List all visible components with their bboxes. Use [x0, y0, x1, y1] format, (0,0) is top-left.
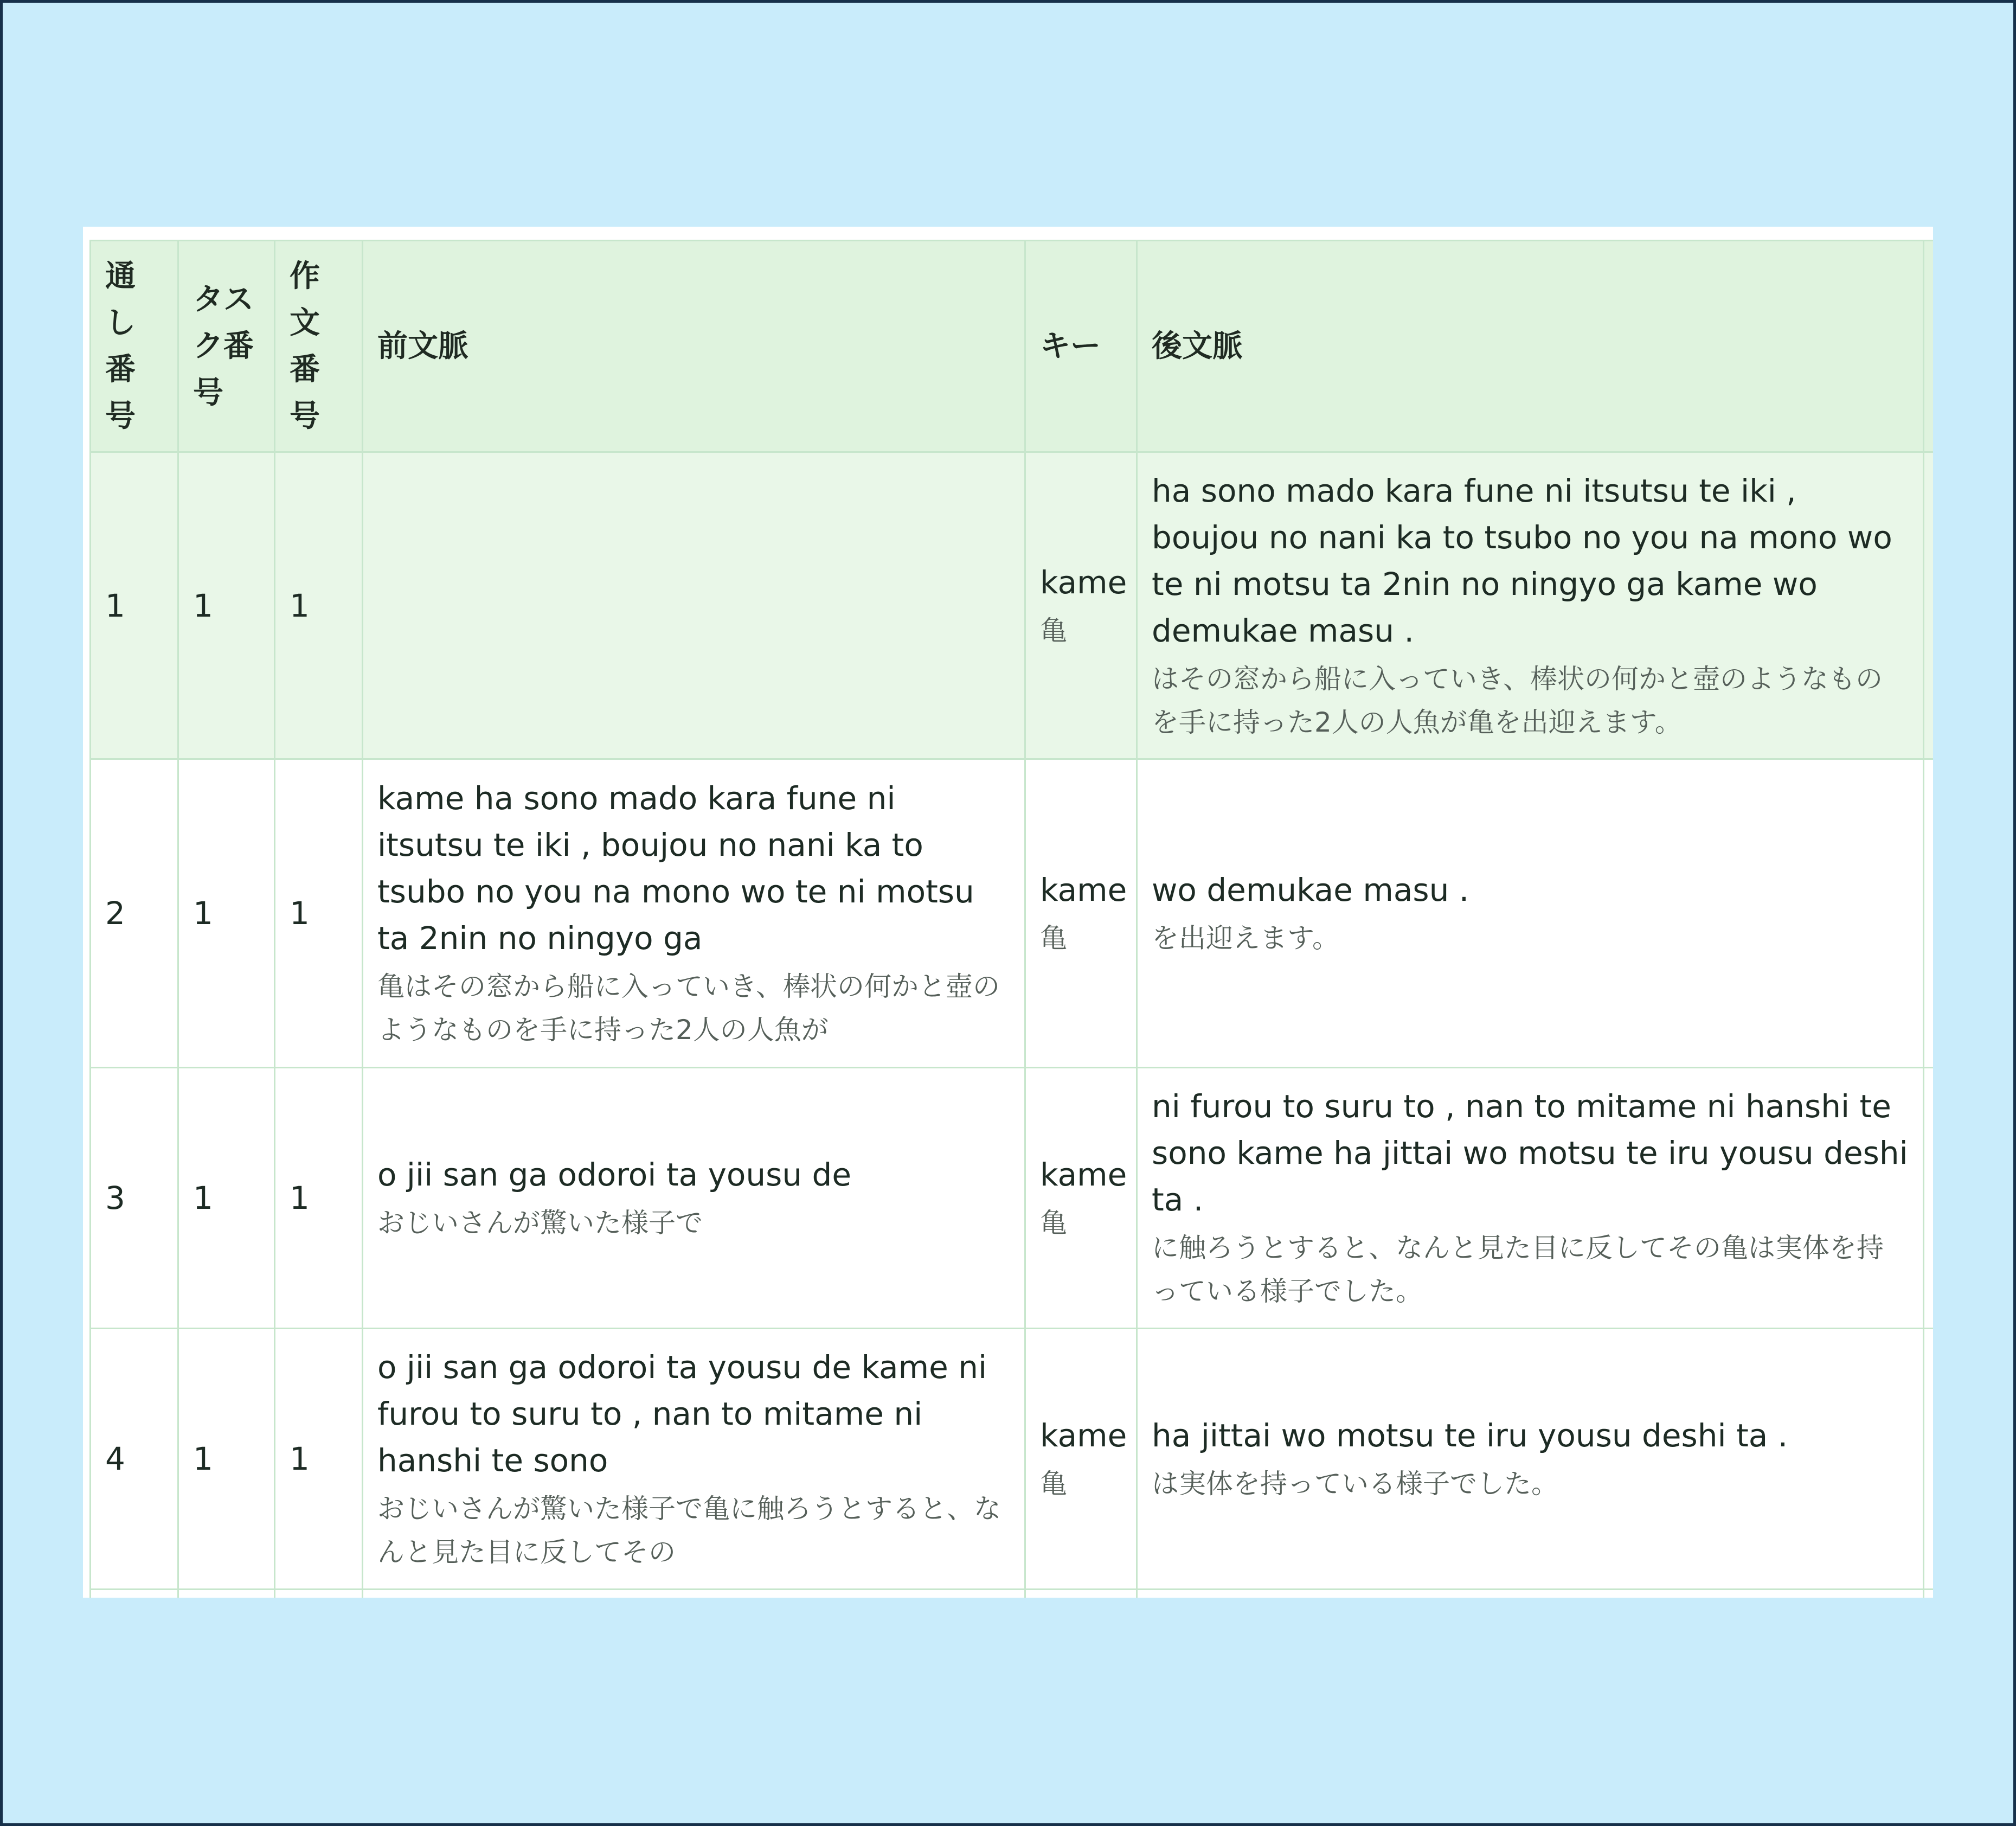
cell-essay: 1	[275, 759, 363, 1068]
cell-next-context	[1137, 1590, 1924, 1598]
header-task-number[interactable]: タスク番号	[178, 241, 275, 452]
prev-context-japanese: おじいさんが驚いた様子で	[377, 1207, 703, 1239]
cell-serial	[91, 1590, 178, 1598]
cell-essay	[275, 1590, 363, 1598]
cell-serial: 3	[91, 1068, 178, 1329]
cell-extra	[1924, 1068, 1934, 1329]
next-context-japanese: に触ろうとすると、なんと見た目に反してその亀は実体を持っている様子でした。	[1152, 1232, 1884, 1307]
cell-essay: 1	[275, 1068, 363, 1329]
cell-task: 1	[178, 1329, 275, 1590]
cell-essay: 1	[275, 1329, 363, 1590]
next-context-romaji: ni furou to suru to , nan to mitame ni hanshi te sono kame ha jittai wo motsu te iru yousu deshi ta .	[1152, 1088, 1908, 1218]
prev-context-romaji: o jii san ga odoroi ta yousu de	[377, 1156, 852, 1193]
next-context-romaji: wo demukae masu .	[1152, 872, 1469, 908]
key-romaji: kame	[1040, 563, 1127, 601]
cell-prev-context	[363, 759, 1025, 1068]
results-table-panel	[83, 227, 1933, 1598]
cell-next-context	[1137, 1329, 1924, 1590]
next-context-romaji: ha sono mado kara fune ni itsutsu te iki , boujou no nani ka to tsubo no you na mono wo te ni motsu ta 2nin no ningyo ga kame wo demukae masu .	[1152, 472, 1892, 649]
cell-next-context	[1137, 759, 1924, 1068]
next-context-romaji: ha jittai wo motsu te iru yousu deshi ta .	[1152, 1417, 1788, 1454]
cell-key	[1025, 1590, 1137, 1598]
header-key[interactable]: キー	[1025, 241, 1137, 452]
key-japanese: 亀	[1040, 1468, 1067, 1500]
prev-context-japanese: 亀はその窓から船に入っていき、棒状の何かと壺のようなものを手に持った2人の人魚が	[377, 971, 1000, 1046]
cell-task: 1	[178, 759, 275, 1068]
key-japanese: 亀	[1040, 922, 1067, 954]
cell-extra	[1924, 452, 1934, 759]
header-next-context[interactable]: 後文脈	[1137, 241, 1924, 452]
header-prev-context[interactable]: 前文脈	[363, 241, 1025, 452]
prev-context-romaji: kame ha sono mado kara fune ni itsutsu te iki , boujou no nani ka to tsubo no you na mono wo te ni motsu ta 2nin no ningyo ga	[377, 780, 974, 957]
cell-prev-context	[363, 1068, 1025, 1329]
table-row	[91, 452, 1934, 759]
key-romaji: kame	[1040, 872, 1127, 908]
cell-key	[1025, 452, 1137, 759]
key-romaji: kame	[1040, 1156, 1127, 1193]
header-extra-column	[1924, 241, 1934, 452]
next-context-japanese: は実体を持っている様子でした。	[1152, 1468, 1558, 1500]
key-japanese: 亀	[1040, 1207, 1067, 1239]
cell-key	[1025, 1329, 1137, 1590]
cell-extra	[1924, 1590, 1934, 1598]
cell-serial: 4	[91, 1329, 178, 1590]
cell-task: 1	[178, 452, 275, 759]
header-essay-number[interactable]: 作文番号	[275, 241, 363, 452]
cell-essay: 1	[275, 452, 363, 759]
key-romaji: kame	[1040, 1417, 1127, 1454]
cell-next-context	[1137, 452, 1924, 759]
table-row	[91, 759, 1934, 1068]
cell-prev-context	[363, 1329, 1025, 1590]
cell-next-context	[1137, 1068, 1924, 1329]
cell-prev-context	[363, 452, 1025, 759]
table-row	[91, 1068, 1934, 1329]
cell-serial: 1	[91, 452, 178, 759]
prev-context-romaji: o jii san ga odoroi ta yousu de kame ni furou to suru to , nan to mitame ni hanshi te sono	[377, 1349, 987, 1479]
concordance-table	[89, 240, 1933, 1598]
header-serial-number[interactable]: 通し番号	[91, 241, 178, 452]
table-header-row	[91, 241, 1934, 452]
cell-key	[1025, 759, 1137, 1068]
prev-context-japanese: おじいさんが驚いた様子で亀に触ろうとすると、なんと見た目に反してその	[377, 1493, 1001, 1568]
table-row	[91, 1329, 1934, 1590]
cell-extra	[1924, 759, 1934, 1068]
cell-serial: 2	[91, 759, 178, 1068]
next-context-japanese: を出迎えます。	[1152, 922, 1339, 954]
cell-prev-context	[363, 1590, 1025, 1598]
cell-task: 1	[178, 1068, 275, 1329]
key-japanese: 亀	[1040, 614, 1067, 646]
cell-task	[178, 1590, 275, 1598]
next-context-japanese: はその窓から船に入っていき、棒状の何かと壺のようなものを手に持った2人の人魚が亀を出迎えます。	[1152, 663, 1883, 738]
cell-key	[1025, 1068, 1137, 1329]
cell-extra	[1924, 1329, 1934, 1590]
table-row-partial	[91, 1590, 1934, 1598]
